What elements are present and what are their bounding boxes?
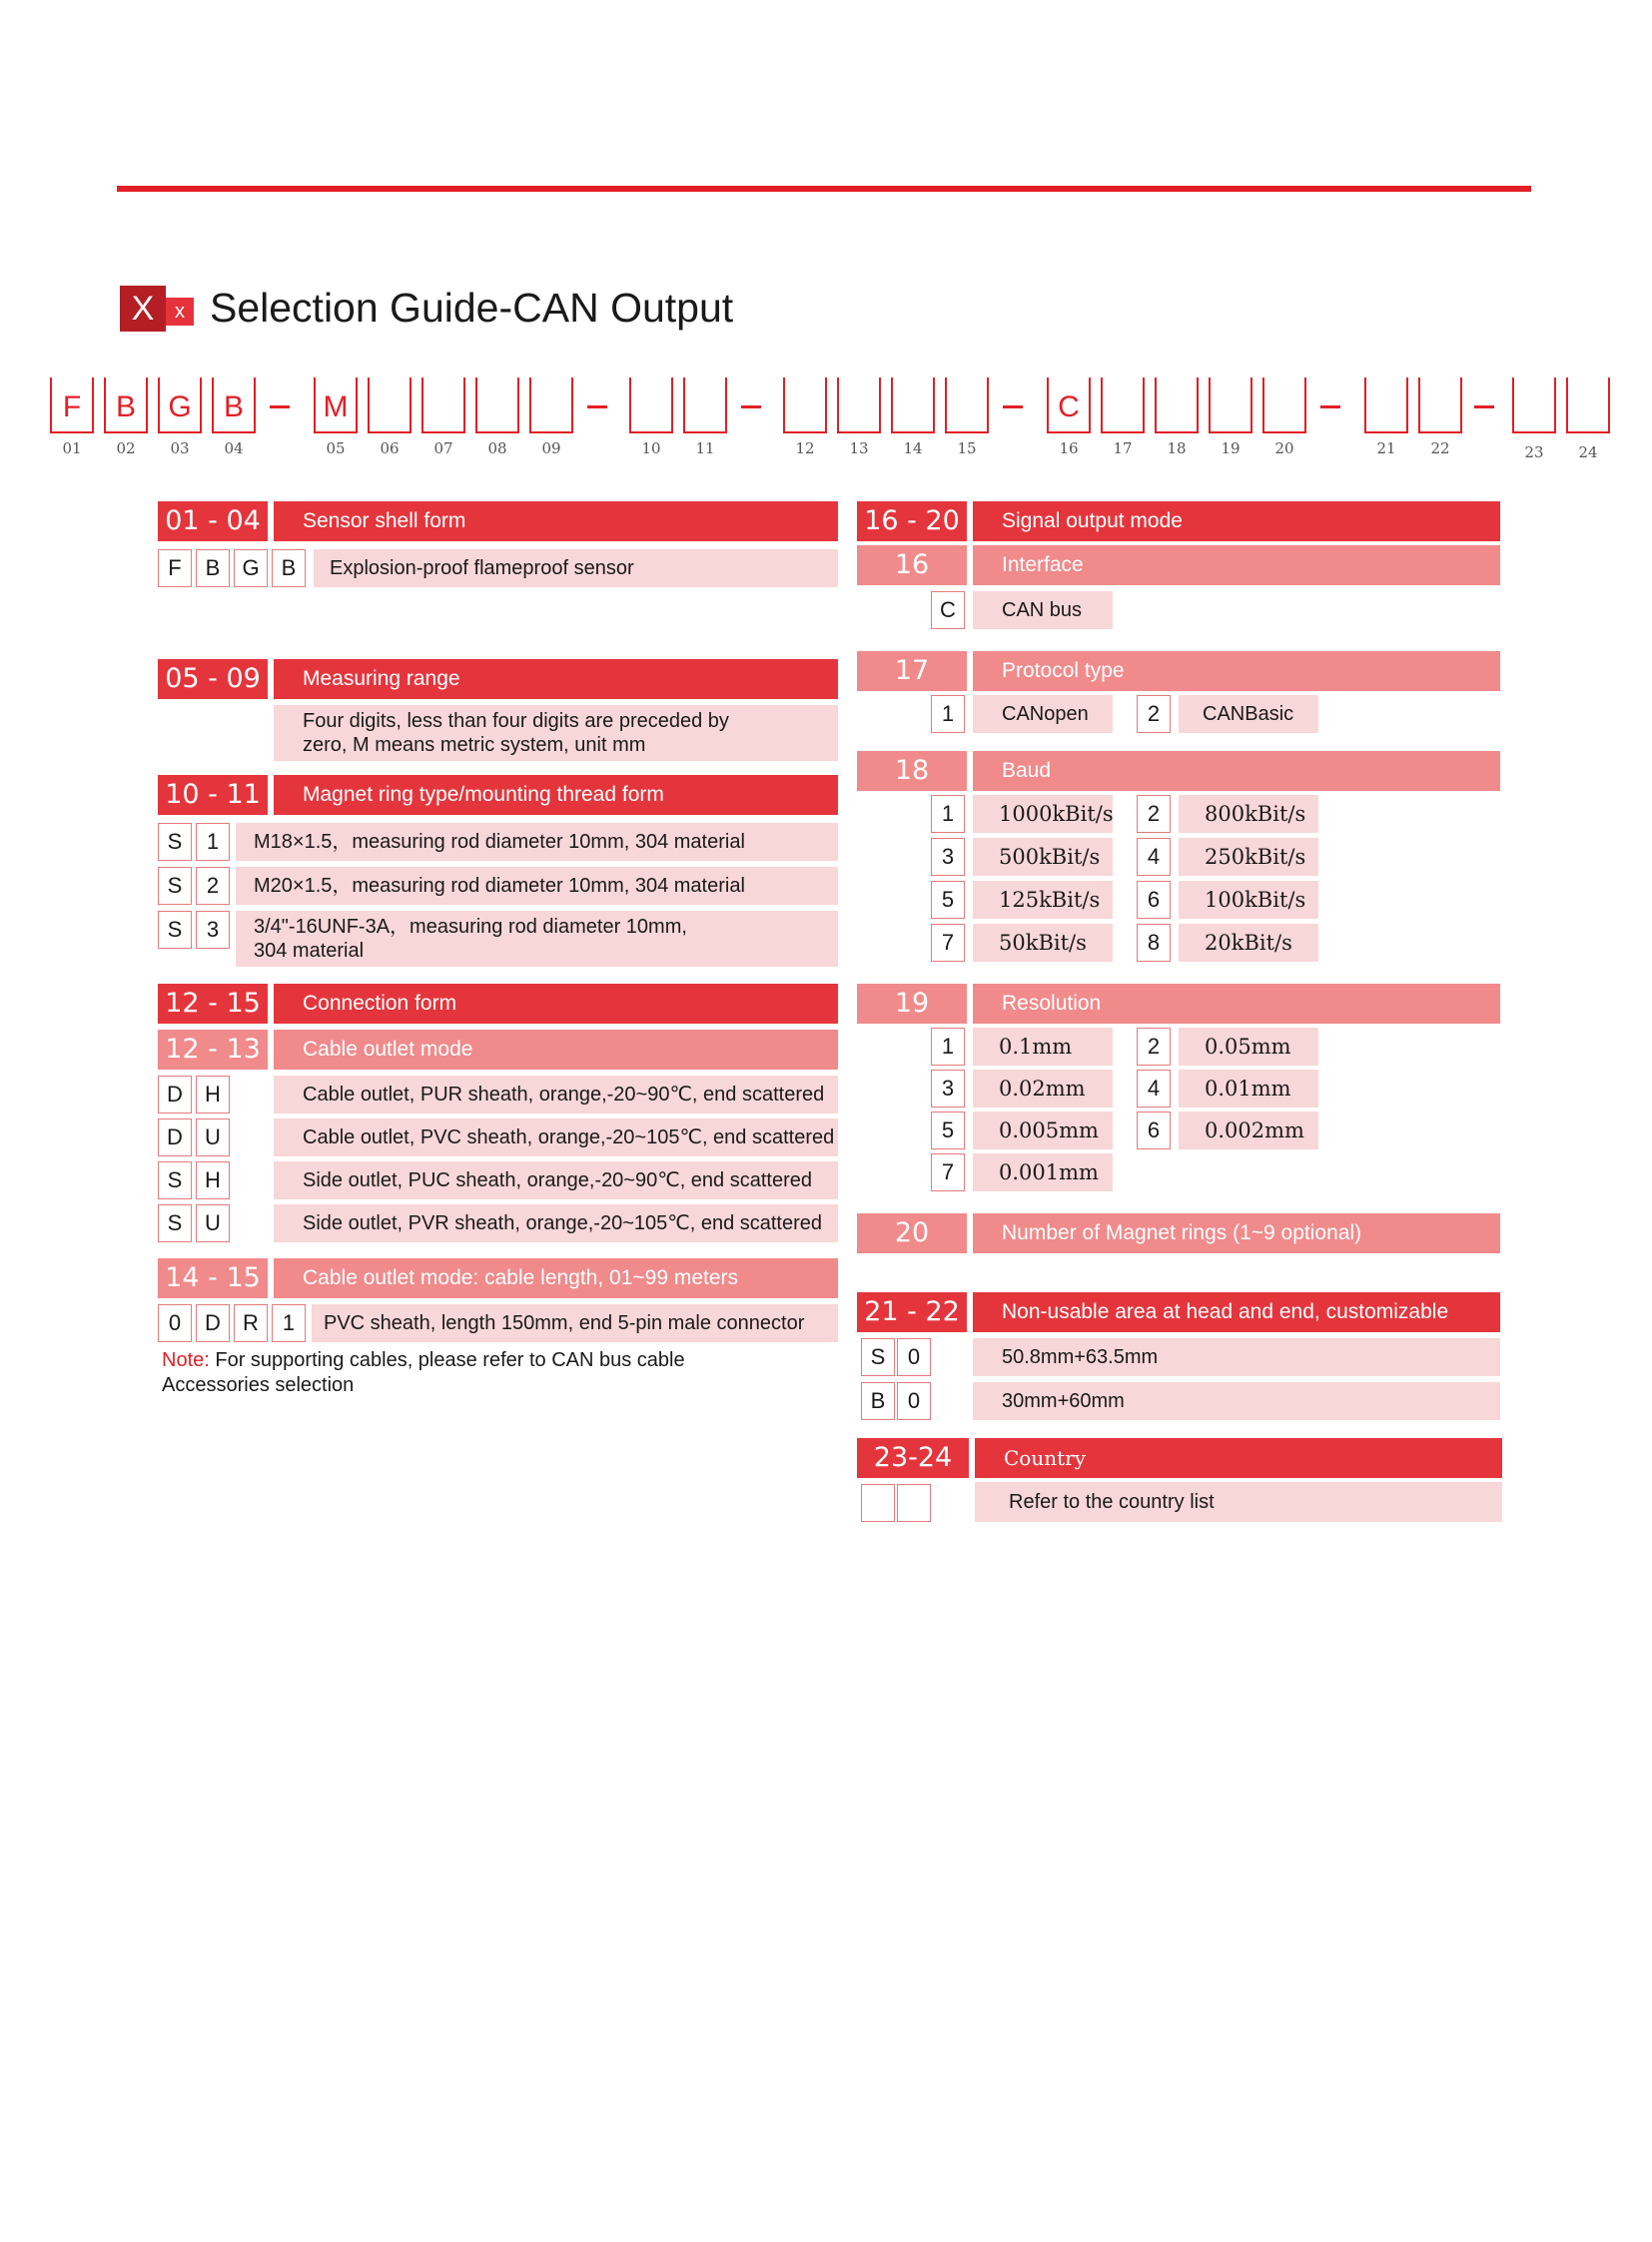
option-desc [274,705,838,761]
section-label-signal-output: Signal output mode [973,501,1500,541]
code-box: 1 [272,1304,306,1342]
code-box: 2 [1137,795,1171,833]
code-position-box [475,377,519,433]
option-desc [274,1076,838,1114]
code-box: 1 [196,823,230,861]
option-desc [973,1382,1500,1420]
code-separator-dash [1474,405,1494,408]
option-desc [314,549,838,587]
option-desc [1179,1028,1318,1066]
code-position-number: 09 [541,439,561,457]
code-position-number: 07 [433,439,453,457]
code-box: F [158,549,192,587]
section-label-resolution: Resolution [973,984,1500,1024]
option-text: 0.02mm [999,1077,1086,1101]
code-position-box [683,377,727,433]
code-box: H [196,1161,230,1199]
code-box: D [158,1076,192,1114]
code-position-box [1566,377,1610,433]
code-box: D [196,1304,230,1342]
code-position-box [945,377,989,433]
code-position-number: 23 [1524,443,1544,461]
option-desc [975,1482,1502,1522]
option-desc [973,924,1113,962]
code-separator-dash [1320,405,1340,408]
option-text: 1000kBit/s [999,802,1114,826]
section-number-23-24: 23-24 [857,1438,969,1478]
code-position-box [368,377,412,433]
option-text: 0.001mm [999,1160,1099,1184]
option-text: M20×1.5，measuring rod diameter 10mm, 304 material [254,875,745,897]
section-label-cable-length: Cable outlet mode: cable length, 01~99 meters [274,1258,838,1298]
code-position-box [783,377,827,433]
code-box: 3 [196,911,230,949]
code-box: S [158,867,192,905]
code-position-number: 12 [795,439,815,457]
option-text: Cable outlet, PVC sheath, orange,-20~105℃, end scattered [303,1126,835,1148]
option-text: Cable outlet, PUR sheath, orange,-20~90℃, end scattered [303,1084,825,1106]
code-box: S [158,911,192,949]
code-separator-dash [270,405,290,408]
option-desc [1179,695,1318,733]
option-text: CANBasic [1203,703,1294,725]
code-box: 7 [931,924,965,962]
option-text: PVC sheath, length 150mm, end 5-pin male connector [324,1312,805,1334]
option-text: Refer to the country list [1009,1491,1215,1513]
code-box: B [196,549,230,587]
section-label-baud: Baud [973,751,1500,791]
code-position-box [837,377,881,433]
code-position-number: 13 [849,439,869,457]
section-label-cable-outlet-mode: Cable outlet mode [274,1030,838,1070]
option-text: Side outlet, PVR sheath, orange,-20~105℃, end scattered [303,1212,823,1234]
option-desc [973,1028,1113,1066]
code-box: S [158,1204,192,1242]
code-position-number: 04 [224,439,244,457]
option-text: zero, M means metric system, unit mm [303,734,646,756]
section-number-12-15: 12 - 15 [158,984,268,1024]
code-position-number: 19 [1221,439,1240,457]
section-label-interface: Interface [973,545,1500,585]
code-position-box [1262,377,1306,433]
code-position-box: M [314,377,358,433]
option-text: 0.005mm [999,1119,1099,1142]
option-desc [312,1304,838,1342]
code-position-number: 24 [1578,443,1598,461]
code-box: 6 [1137,1112,1171,1149]
section-number-16-20: 16 - 20 [857,501,967,541]
code-box: 2 [1137,1028,1171,1066]
option-desc [973,795,1113,833]
option-text: 3/4"-16UNF-3A，measuring rod diameter 10mm, [254,916,687,938]
section-label-measuring-range: Measuring range [274,659,838,699]
option-desc [973,591,1113,629]
section-number-16: 16 [857,545,967,585]
code-position-number: 01 [62,439,82,457]
code-position-box [1101,377,1145,433]
code-box: 8 [1137,924,1171,962]
code-position-number: 08 [487,439,507,457]
note-line-2: Accessories selection [162,1374,355,1396]
code-box: 4 [1137,838,1171,876]
section-number-21-22: 21 - 22 [857,1292,967,1332]
code-box: 6 [1137,881,1171,919]
code-position-box [529,377,573,433]
code-box: 4 [1137,1070,1171,1108]
code-box: 5 [931,881,965,919]
option-text: 50.8mm+63.5mm [1002,1346,1159,1368]
code-box: G [234,549,268,587]
option-desc [973,1112,1113,1149]
code-position-number: 14 [903,439,923,457]
option-desc [236,823,838,861]
section-number-01-04: 01 - 04 [158,501,268,541]
code-position-number: 03 [170,439,190,457]
code-box: 0 [897,1338,931,1376]
code-box: 3 [931,1070,965,1108]
code-position-box [891,377,935,433]
code-position-box: C [1047,377,1091,433]
code-box: 3 [931,838,965,876]
option-text: M18×1.5，measuring rod diameter 10mm, 304 material [254,831,745,853]
option-text: 800kBit/s [1205,802,1306,826]
code-position-number: 06 [380,439,400,457]
option-text: 30mm+60mm [1002,1390,1125,1412]
code-position-number: 16 [1059,439,1079,457]
code-position-box: G [158,377,202,433]
option-desc [236,911,838,967]
section-number-18: 18 [857,751,967,791]
code-box: 5 [931,1112,965,1149]
option-text: Four digits, less than four digits are preceded by [303,710,729,732]
code-box: B [272,549,306,587]
title-badge-main: X [120,286,166,332]
code-position-number: 05 [326,439,346,457]
option-desc [1179,795,1318,833]
section-number-05-09: 05 - 09 [158,659,268,699]
code-separator-dash [1003,405,1023,408]
section-number-12-13: 12 - 13 [158,1030,268,1070]
option-desc [973,1070,1113,1108]
code-box: S [861,1338,895,1376]
code-position-number: 18 [1167,439,1187,457]
code-position-box [629,377,673,433]
code-separator-dash [741,405,761,408]
code-box-empty [897,1484,931,1522]
code-box: 0 [897,1382,931,1420]
top-rule [117,186,1531,192]
code-box: 7 [931,1153,965,1191]
option-desc [973,1338,1500,1376]
code-box: U [196,1204,230,1242]
code-position-box: F [50,377,94,433]
option-desc [973,1153,1113,1191]
section-number-19: 19 [857,984,967,1024]
code-box: C [931,591,965,629]
option-text: CAN bus [1002,599,1083,621]
option-text: 250kBit/s [1205,845,1306,869]
option-text: 0.1mm [999,1035,1073,1059]
option-text: 0.01mm [1205,1077,1291,1101]
code-box: 2 [1137,695,1171,733]
code-box: 1 [931,795,965,833]
code-position-number: 10 [641,439,661,457]
option-desc [274,1119,838,1156]
section-label-country: Country [975,1438,1502,1478]
section-number-20: 20 [857,1213,967,1253]
title-badge-sub: x [166,298,194,326]
note-text: For supporting cables, please refer to CAN bus cable [209,1349,685,1371]
section-label-connection-form: Connection form [274,984,838,1024]
option-text: 304 material [254,940,365,962]
option-text: 0.05mm [1205,1035,1291,1059]
note-label: Note: [162,1349,210,1371]
code-position-number: 02 [116,439,136,457]
code-position-box [1418,377,1462,433]
code-box: D [158,1119,192,1156]
option-desc [274,1204,838,1242]
option-desc [1179,1112,1318,1149]
code-box: 0 [158,1304,192,1342]
option-text: 500kBit/s [999,845,1101,869]
code-position-box [1155,377,1199,433]
section-label-protocol-type: Protocol type [973,651,1500,691]
option-desc [1179,924,1318,962]
note [162,1348,685,1373]
option-desc [973,881,1113,919]
code-position-number: 21 [1376,439,1396,457]
option-text: 20kBit/s [1205,931,1292,955]
code-position-number: 15 [957,439,977,457]
option-desc [236,867,838,905]
option-text: 50kBit/s [999,931,1087,955]
section-number-14-15: 14 - 15 [158,1258,268,1298]
option-text: CANopen [1002,703,1089,725]
option-desc [1179,881,1318,919]
option-desc [1179,1070,1318,1108]
code-position-number: 20 [1274,439,1294,457]
page-title: Selection Guide-CAN Output [210,285,734,331]
section-number-10-11: 10 - 11 [158,775,268,815]
code-box-empty [861,1484,895,1522]
code-box: U [196,1119,230,1156]
code-separator-dash [587,405,607,408]
code-position-box [1512,377,1556,433]
code-box: H [196,1076,230,1114]
section-label-sensor-shell: Sensor shell form [274,501,838,541]
code-position-number: 22 [1430,439,1450,457]
code-box: 2 [196,867,230,905]
option-text: 100kBit/s [1205,888,1306,912]
code-box: 1 [931,695,965,733]
code-position-box [421,377,465,433]
section-label-magnet-ring: Magnet ring type/mounting thread form [274,775,838,815]
code-box: R [234,1304,268,1342]
code-position-number: 17 [1113,439,1133,457]
option-desc [1179,838,1318,876]
option-desc [973,695,1113,733]
section-label-non-usable-area: Non-usable area at head and end, customizable [973,1292,1500,1332]
code-box: S [158,823,192,861]
code-box: 1 [931,1028,965,1066]
option-text: 0.002mm [1205,1119,1304,1142]
option-desc [973,838,1113,876]
option-desc [274,1161,838,1199]
code-position-box: B [104,377,148,433]
section-label-magnet-rings: Number of Magnet rings (1~9 optional) [973,1213,1500,1253]
code-position-number: 11 [695,439,715,457]
option-text: Side outlet, PUC sheath, orange,-20~90℃, end scattered [303,1169,812,1191]
code-box: S [158,1161,192,1199]
code-position-box [1209,377,1252,433]
code-box: B [861,1382,895,1420]
code-position-box: B [212,377,256,433]
option-text: 125kBit/s [999,888,1101,912]
section-number-17: 17 [857,651,967,691]
code-position-box [1364,377,1408,433]
option-text: Explosion-proof flameproof sensor [330,557,634,579]
